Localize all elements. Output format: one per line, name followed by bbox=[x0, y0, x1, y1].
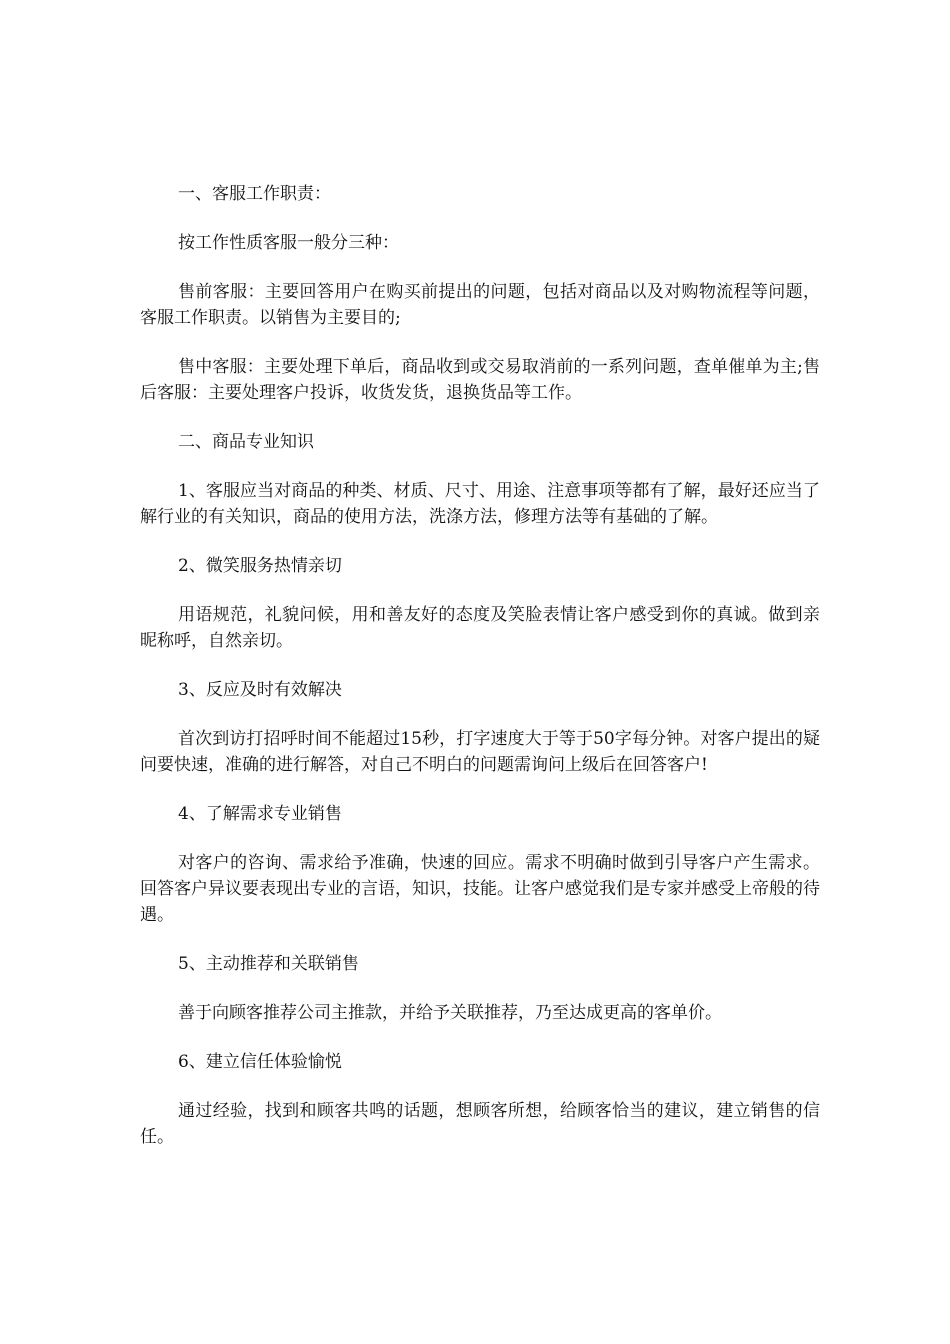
document-body bbox=[140, 181, 820, 1173]
paragraph-insale-aftersale: 售中客服：主要处理下单后，商品收到或交易取消前的一系列问题，查单催单为主;售后客服：主要处理客户投诉，收货发货，退换货品等工作。 bbox=[140, 357, 820, 403]
subheading-understand-needs: 4、了解需求专业销售 bbox=[178, 804, 342, 824]
subheading-timely-response: 3、反应及时有效解决 bbox=[178, 680, 342, 700]
paragraph-recommend: 善于向顾客推荐公司主推款，并给予关联推荐，乃至达成更高的客单价。 bbox=[178, 1003, 722, 1023]
section-heading-duties: 一、客服工作职责： bbox=[178, 184, 331, 204]
paragraph-service-types: 按工作性质客服一般分三种： bbox=[178, 233, 399, 253]
paragraph-understand-needs: 对客户的咨询、需求给予准确，快速的回应。需求不明确时做到引导客户产生需求。回答客户异议要表现出专业的言语，知识，技能。让客户感觉我们是专家并感受上帝般的待遇。 bbox=[140, 853, 820, 925]
subheading-recommend: 5、主动推荐和关联销售 bbox=[178, 954, 359, 974]
section-heading-product-knowledge: 二、商品专业知识 bbox=[178, 432, 314, 452]
subheading-smile-service: 2、微笑服务热情亲切 bbox=[178, 556, 342, 576]
subheading-build-trust: 6、建立信任体验愉悦 bbox=[178, 1052, 342, 1072]
paragraph-product-knowledge: 1、客服应当对商品的种类、材质、尺寸、用途、注意事项等都有了解，最好还应当了解行业的有关知识，商品的使用方法，洗涤方法，修理方法等有基础的了解。 bbox=[140, 481, 820, 527]
paragraph-presale: 售前客服：主要回答用户在购买前提出的问题，包括对商品以及对购物流程等问题，客服工作职责。以销售为主要目的; bbox=[140, 282, 820, 328]
paragraph-build-trust: 通过经验，找到和顾客共鸣的话题，想顾客所想，给顾客恰当的建议，建立销售的信任。 bbox=[140, 1101, 820, 1147]
paragraph-timely-response: 首次到访打招呼时间不能超过15秒，打字速度大于等于50字每分钟。对客户提出的疑问要快速，准确的进行解答，对自己不明白的问题需询问上级后在回答客户! bbox=[140, 729, 820, 775]
paragraph-smile-service: 用语规范，礼貌问候，用和善友好的态度及笑脸表情让客户感受到你的真诚。做到亲昵称呼，自然亲切。 bbox=[140, 605, 820, 651]
